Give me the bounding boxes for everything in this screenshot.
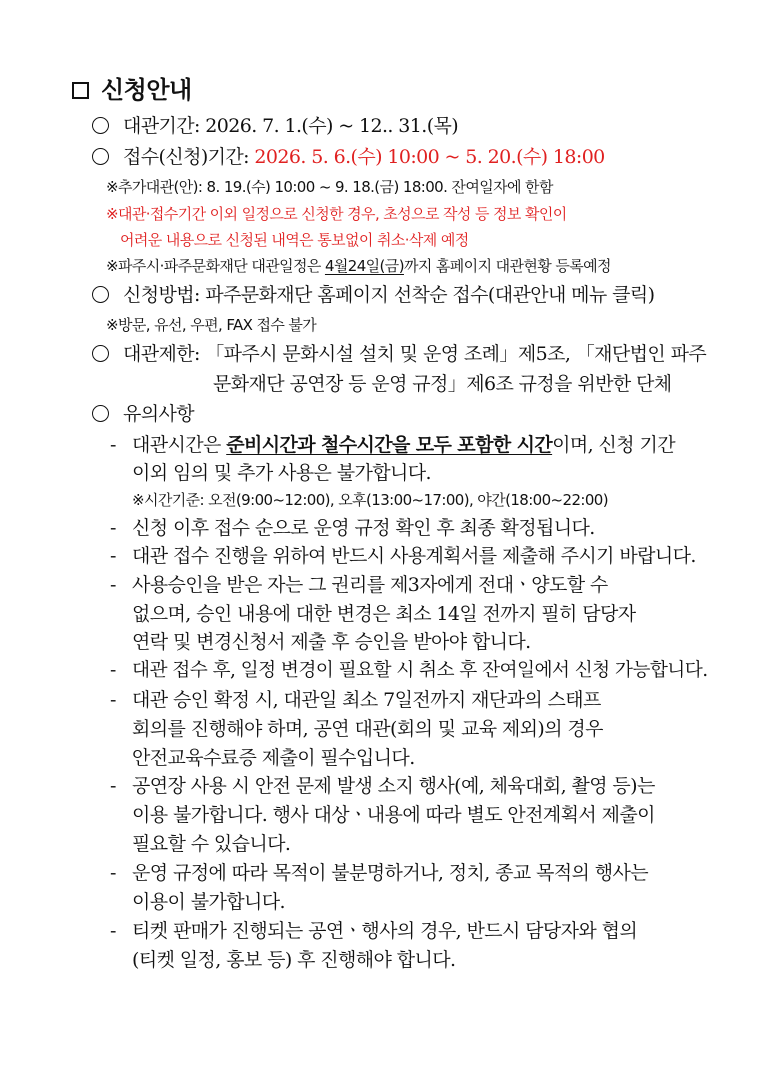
notes-item-8-line-1: 운영 규정에 따라 목적이 불분명하거나, 정치, 종교 목적의 행사는 [132,862,649,884]
restriction-label: 대관제한: [123,343,200,365]
notes-item-1-post: 이며, 신청 기간 [552,434,675,456]
notes-item-5-text: 대관 접수 후, 일정 변경이 필요할 시 취소 후 잔여일에서 신청 가능합니다. [132,660,708,681]
circle-bullet-icon [92,405,109,422]
circle-bullet-icon [92,148,109,165]
apply-note-3-date: 4월24일(금) [324,257,404,275]
method-row [92,286,654,305]
notes-item-5: - 대관 접수 후, 일정 변경이 필요할 시 취소 후 잔여일에서 신청 가능합니다. [110,660,708,681]
notes-item-4: - 사용승인을 받은 자는 그 권리를 제3자에게 전대ㆍ양도할 수 [110,574,608,596]
notes-item-3: - 대관 접수 진행을 위하여 반드시 사용계획서를 제출해 주시기 바랍니다. [110,545,696,567]
apply-note-3-suffix: 까지 홈페이지 대관현황 등록예정 [403,257,611,275]
apply-value: 2026. 5. 6.(수) 10:00 ~ 5. 20.(수) 18:00 [254,146,605,168]
method-note: ※방문, 유선, 우편, FAX 접수 불가 [106,316,317,334]
method-label: 신청방법: [123,284,200,306]
notes-item-6-line-2: 회의를 진행해야 하며, 공연 대관(회의 및 교육 제외)의 경우 [132,718,603,740]
notes-item-6-line-3: 안전교육수료증 제출이 필수입니다. [132,747,415,769]
notes-item-9-line-2: (티켓 일정, 홍보 등) 후 진행해야 합니다. [132,949,456,971]
section-title-text: 신청안내 [101,76,192,104]
period-row [92,117,458,136]
section-title [72,78,192,102]
restriction-line-1: 「파주시 문화시설 설치 및 운영 조례」제5조, 「재단법인 파주 [205,343,707,365]
apply-label: 접수(신청)기간: [123,146,249,168]
apply-note-3-prefix: ※파주시·파주문화재단 대관일정은 [106,257,325,275]
restriction-row [92,345,706,364]
checkbox-square-icon [72,82,89,99]
notes-label: 유의사항 [123,403,195,425]
apply-note-2a: ※대관·접수기간 이외 일정으로 신청한 경우, 초성으로 작성 등 정보 확인이 [106,205,567,223]
notes-item-4-line-2: 없으며, 승인 내용에 대한 변경은 최소 14일 전까지 필히 담당자 [132,603,636,625]
apply-note-2b: 어려운 내용으로 신청된 내역은 통보없이 취소·삭제 예정 [120,231,469,249]
apply-note-1: ※추가대관(안): 8. 19.(수) 10:00 ~ 9. 18.(금) 18:00. 잔여일자에 한함 [106,178,553,196]
notes-item-9: - 티켓 판매가 진행되는 공연ㆍ행사의 경우, 반드시 담당자와 협의 [110,920,638,942]
notes-item-6: - 대관 승인 확정 시, 대관일 최소 7일전까지 재단과의 스태프 [110,689,601,711]
notes-item-8: - 운영 규정에 따라 목적이 불분명하거나, 정치, 종교 목적의 행사는 [110,862,649,884]
notes-item-9-line-1: 티켓 판매가 진행되는 공연ㆍ행사의 경우, 반드시 담당자와 협의 [132,920,638,942]
notes-item-7-line-1: 공연장 사용 시 안전 문제 발생 소지 행사(예, 체육대회, 촬영 등)는 [132,775,655,797]
apply-note-3 [106,259,611,274]
notes-row [92,405,194,424]
notes-item-6-line-1: 대관 승인 확정 시, 대관일 최소 7일전까지 재단과의 스태프 [132,689,601,711]
notes-item-1-emphasis: 준비시간과 철수시간을 모두 포함한 시간 [226,434,553,456]
notes-item-3-text: 대관 접수 진행을 위하여 반드시 사용계획서를 제출해 주시기 바랍니다. [132,545,696,567]
apply-row [92,148,605,167]
notes-item-1-note: ※시간기준: 오전(9:00~12:00), 오후(13:00~17:00), 야간(18:00~22:00) [132,491,609,509]
circle-bullet-icon [92,345,109,362]
period-value: 2026. 7. 1.(수) ~ 12.. 31.(목) [205,115,459,137]
notes-item-4-line-3: 연락 및 변경신청서 제출 후 승인을 받아야 합니다. [132,631,531,653]
circle-bullet-icon [92,117,109,134]
notes-item-1: - 대관시간은 준비시간과 철수시간을 모두 포함한 시간이며, 신청 기간 [110,434,675,456]
circle-bullet-icon [92,286,109,303]
restriction-line-2: 문화재단 공연장 등 운영 규정」제6조 규정을 위반한 단체 [213,373,672,395]
notes-item-8-line-2: 이용이 불가합니다. [132,891,285,913]
notes-item-7-line-3: 필요할 수 있습니다. [132,833,291,855]
notes-item-7-line-2: 이용 불가합니다. 행사 대상ㆍ내용에 따라 별도 안전계획서 제출이 [132,804,655,826]
notes-item-1-line-2: 이외 임의 및 추가 사용은 불가합니다. [132,462,431,484]
notes-item-7: - 공연장 사용 시 안전 문제 발생 소지 행사(예, 체육대회, 촬영 등)는 [110,775,655,797]
notes-item-2: - 신청 이후 접수 순으로 운영 규정 확인 후 최종 확정됩니다. [110,517,595,539]
period-label: 대관기간: [123,115,200,137]
notes-item-4-line-1: 사용승인을 받은 자는 그 권리를 제3자에게 전대ㆍ양도할 수 [132,574,608,596]
method-value: 파주문화재단 홈페이지 선착순 접수(대관안내 메뉴 클릭) [205,284,655,306]
notes-item-2-text: 신청 이후 접수 순으로 운영 규정 확인 후 최종 확정됩니다. [132,517,595,539]
notes-item-1-pre: 대관시간은 [132,434,227,456]
